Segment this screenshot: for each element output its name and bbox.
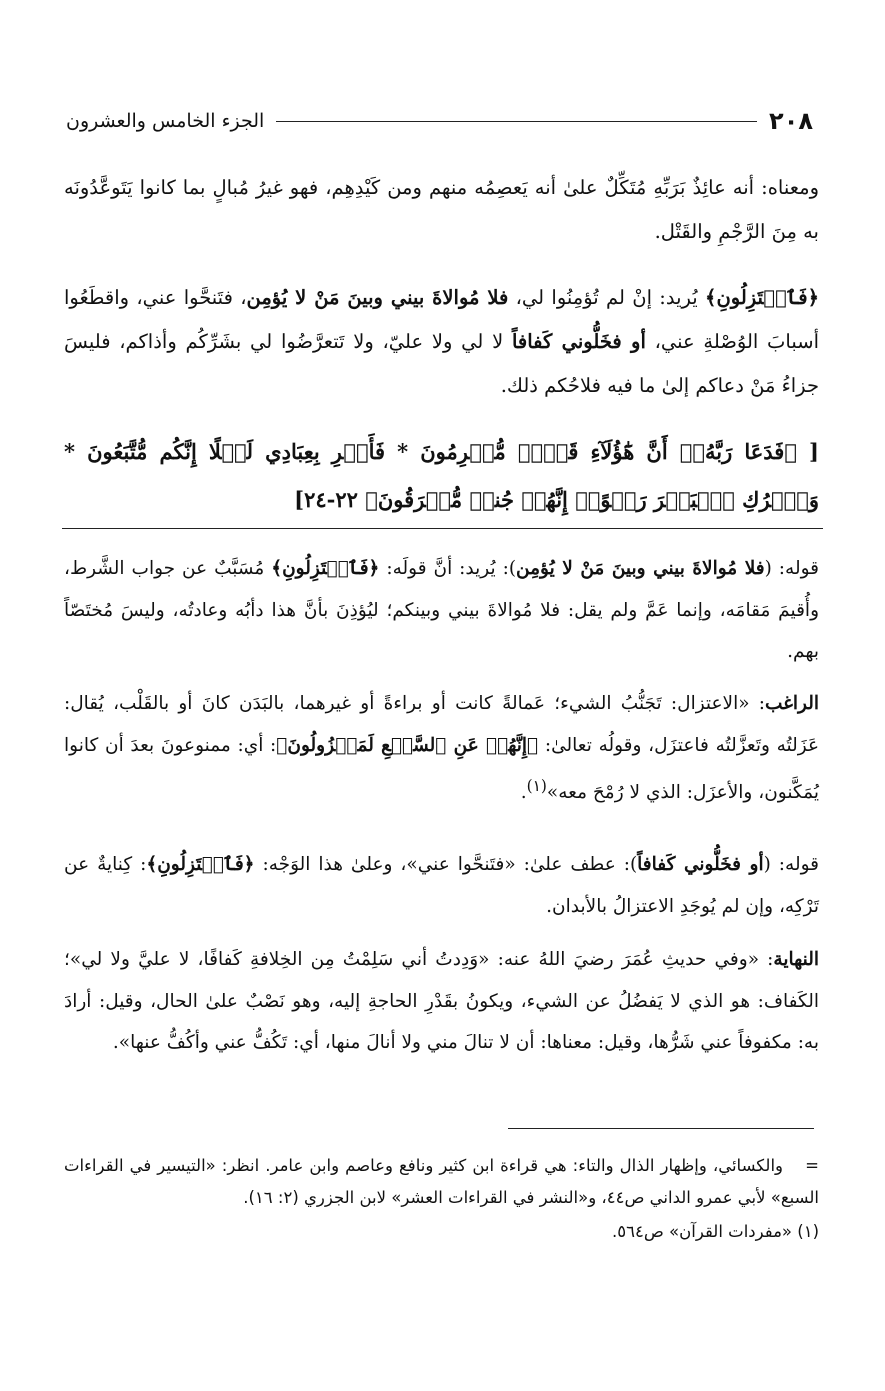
quran-quote: ﴿فَٱعۡتَزِلُونِ﴾ bbox=[146, 854, 255, 875]
commentary-4b: : «وفي حديثِ عُمَرَ رضيَ اللهُ عنه: «وَدِدتُ أني سَلِمْتُ مِن الخِلافةِ كَفافًا، لا عليَّ ولا لي»؛ الكَفاف: هو الذي لا يَفضُلُ عن الشيء، ويكونُ بقَدْرِ الحاجةِ إليه، وهو نَصْبٌ علىٰ الحال، وقيل: أرادَ به: مكفوفاً عني شَرُّها، وقيل: معناها: أن لا تنالَ مني ولا أنالَ منها، أي: تَكُفُّ عني وأكُفُّ عنها». bbox=[64, 949, 819, 1053]
commentary-1c: ): يُريد: أنَّ قولَه: bbox=[379, 558, 517, 579]
page-header bbox=[66, 104, 813, 138]
commentary-2-end: . bbox=[520, 782, 527, 804]
commentary-1a: قوله: ( bbox=[764, 558, 819, 579]
main-text-2a: يُريد: إنْ لم تُؤمِنُوا لي، bbox=[508, 286, 706, 309]
footnote-reference[interactable]: (١) bbox=[526, 777, 547, 795]
verse-text: [ ﴿فَدَعَا رَبَّهُۥٓ أَنَّ هَٰٓؤُلَآءِ قَوۡمٞ مُّجۡرِمُونَ * فَأَسۡرِ بِعِبَادِي لَيۡلًا إِنَّكُم مُّتَّبَعُونَ * وَٱتۡرُكِ ٱلۡبَحۡرَ رَهۡوًاۖ إِنَّهُمۡ جُندٞ مُّغۡرَقُونَ﴾ ٢٢-٢٤] bbox=[64, 439, 819, 512]
commentary-paragraph-2 bbox=[64, 683, 819, 814]
header-rule bbox=[276, 121, 757, 122]
commentary-paragraph-3 bbox=[64, 844, 819, 927]
page-number: ٢٠٨ bbox=[769, 107, 813, 135]
footnote-divider bbox=[508, 1128, 814, 1129]
section-divider bbox=[62, 528, 823, 529]
quran-quote: ﴿فَٱعۡتَزِلُونِ﴾ bbox=[271, 558, 380, 579]
commentary-3b: أو فخَلُّوني كَفافاً bbox=[637, 854, 764, 875]
source-name: النهاية bbox=[773, 949, 819, 970]
commentary-3e: : كِنايةٌ عن تَرْكِه، وإن لم يُوجَدِ الاعتزالُ بالأبدان. bbox=[64, 854, 819, 917]
main-text-2b: فلا مُوالاةَ بيني وبينَ مَنْ لا يُؤمِن bbox=[246, 286, 509, 309]
quran-quote: ﴿فَٱعۡتَزِلُونِ﴾ bbox=[705, 286, 819, 309]
commentary-3a: قوله: ( bbox=[763, 854, 819, 875]
commentary-2d: : أي: ممنوعونَ بعدَ أن كانوا يُمَكَّنون، والأعزَل: الذي لا رُمْحَ معه» bbox=[64, 734, 819, 804]
footnote-1-text: (١) «مفردات القرآن» ص٥٦٤. bbox=[612, 1222, 819, 1241]
commentary-paragraph-1 bbox=[64, 548, 819, 673]
footnote-continuation-text: والكسائي، وإظهار الذال والتاء: هي قراءة ابن كثير ونافع وعاصم وابن عامر. انظر: «التيسير في القراءات السبع» لأبي عمرو الداني ص٤٤، و«النشر في القراءات العشر» لابن الجزري (٢: ١٦). bbox=[64, 1156, 819, 1207]
continuation-marker: = bbox=[805, 1156, 819, 1175]
source-name: الراغب bbox=[765, 693, 819, 714]
footnote-continuation bbox=[64, 1150, 819, 1214]
main-text-2e: لا لي ولا عليّ، ولا تَتعرَّضُوا لي بشَرِّكُم وأذاكم، فليسَ جزاءُ مَنْ دعاكم إلىٰ ما فيه فلاحُكم ذلك. bbox=[64, 330, 819, 397]
running-title: الجزء الخامس والعشرون bbox=[66, 110, 265, 132]
main-text-2d: أو فخَلُّوني كَفافاً bbox=[511, 330, 646, 353]
commentary-2b: : «الاعتزال: تَجَنُّبُ الشيء؛ عَمالةً كانت أو براءةً أو غيرهما، بالبَدَن كانَ أو بالقَلْب، يُقال: عَزَلتُه وتَعزَّلتُه فاعتزَل، وقولُه تعالىٰ: bbox=[64, 693, 819, 756]
commentary-1b: فلا مُوالاةَ بيني وبينَ مَنْ لا يُؤمِن bbox=[516, 558, 765, 579]
commentary-3c: ): عطف علىٰ: «فتَنحَّوا عني»، وعلىٰ هذا الوَجْه: bbox=[254, 854, 638, 875]
commentary-paragraph-4 bbox=[64, 939, 819, 1064]
quran-quote: ﴿إِنَّهُمۡ عَنِ ٱلسَّمۡعِ لَمَعۡزُولُونَ﴾ bbox=[276, 734, 539, 756]
main-text-2c: ، فتَنحَّوا عني، واقطَعُوا أسبابَ الوُصْلةِ عني، bbox=[64, 286, 819, 353]
main-text-1: ومعناه: أنه عائِذٌ بَرَبِّهِ مُتَكِّلٌ علىٰ أنه يَعصِمُه منهم ومن كَيْدِهِم، فهو غيرُ مُبالٍ بما كانوا يَتَوعَّدُونَه به مِنَ الرَّجْمِ والقَتْل. bbox=[64, 176, 819, 243]
main-paragraph-1 bbox=[64, 166, 819, 254]
verse-block bbox=[64, 428, 819, 524]
commentary-1e: مُسَبَّبٌ عن جواب الشَّرط، وأُقيمَ مَقامَه، وإنما عَمَّ ولم يقل: فلا مُوالاةَ بيني وبينكم؛ ليُؤذِنَ بأنَّ هذا دأبُه وعادتُه، وليسَ مُختَصّاً بهم. bbox=[64, 558, 819, 662]
main-paragraph-2 bbox=[64, 276, 819, 408]
footnote-1 bbox=[64, 1216, 819, 1248]
